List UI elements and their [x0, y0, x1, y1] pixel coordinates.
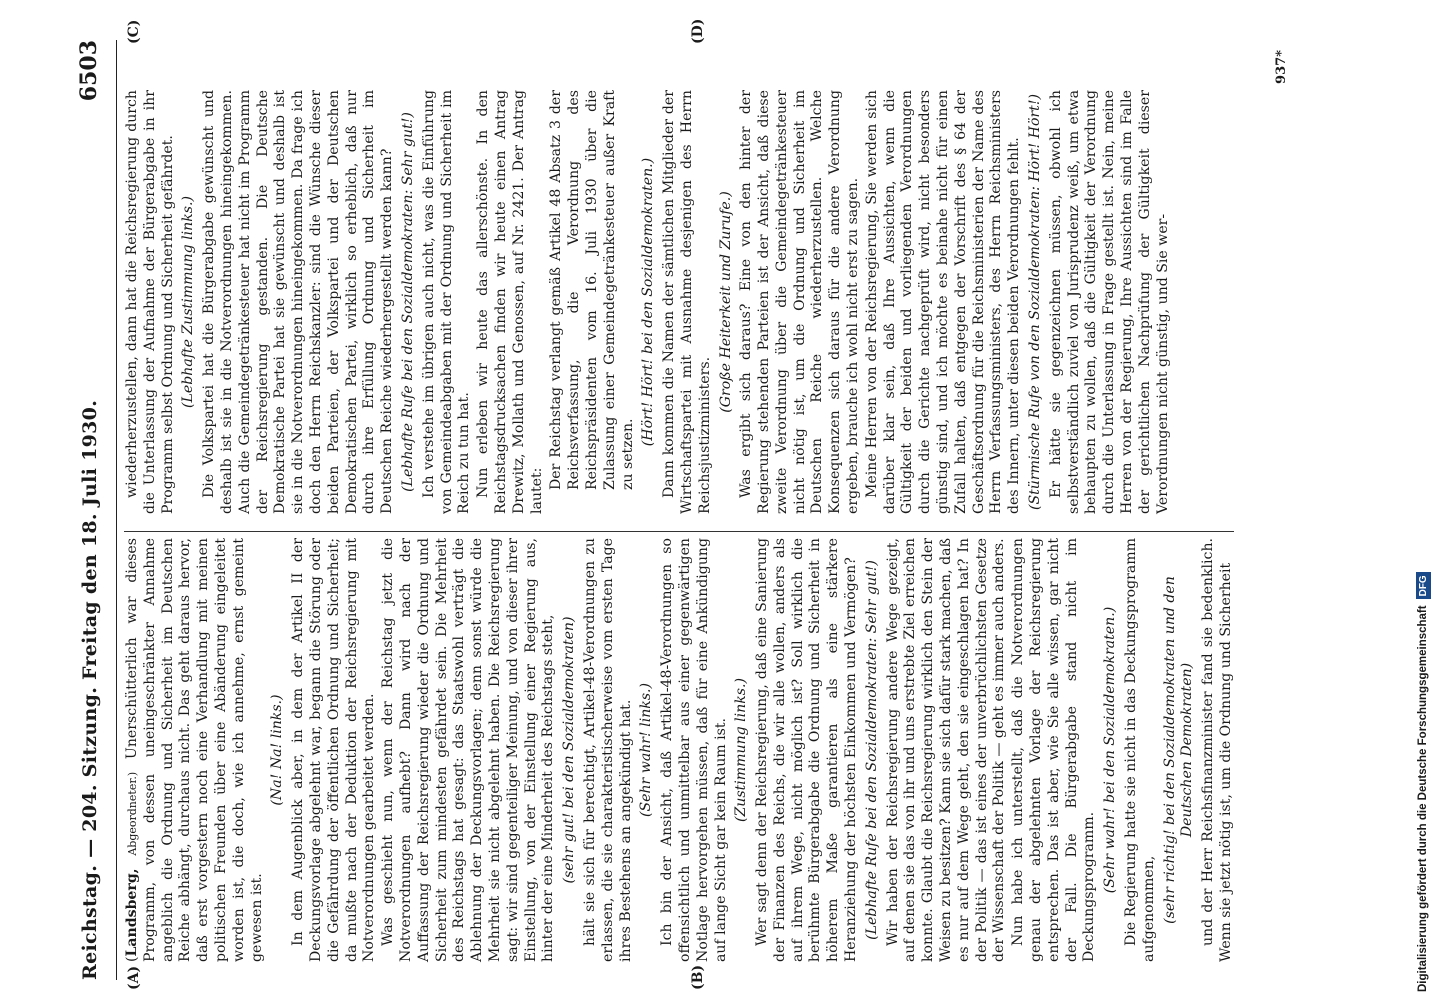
speech-paragraph: Ich verstehe im übrigen auch nicht, was die Einführung von Gemeindeabgaben mit der Ordnung und Sicherheit im Reich zu tun hat.	[420, 90, 473, 514]
stage-direction: (sehr richtig! bei den Sozialdemokraten und den Deutschen Demokraten)	[1161, 576, 1196, 924]
margin-mark-b: (B)	[690, 964, 706, 990]
page-number: 6503	[76, 40, 102, 102]
dfg-logo: DFG	[1416, 572, 1431, 599]
left-column	[124, 538, 1237, 962]
watermark-text: Digitalisierung gefördert durch die Deutsche Forschungsgemeinschaft	[1417, 605, 1429, 992]
speech-paragraph: Ich bin der Ansicht, daß Artikel-48-Verordnungen so offensichtlich und unmittelbar aus einer gegenwärtigen Notlage hervorgehen müssen, daß für eine Ankündigung auf lange Sicht gar kein Raum ist.	[659, 538, 729, 962]
speech-paragraph: In dem Augenblick aber, in dem der Artikel II der Deckungsvorlage abgelehnt war, begann die Störung oder die Gefährdung der öffentlichen Ordnung und Sicherheit; da mußte nach der Deduktion der Reichsregierung mit Notverordnungen gearbeitet werden.	[290, 538, 378, 962]
speaker-name: Landsberg,	[124, 868, 140, 957]
speech-paragraph: Meine Herren von der Reichsregierung, Sie werden sich darüber klar sein, daß Ihre Aussichten, wenn die Gültigkeit der beiden und vorliegenden Verordnungen durch die Gerichte nachgeprüft wird, nicht besonders günstig sind, und ich möchte es beinahe nicht für einen Zufall halten, daß entgegen der Vorschrift des § 64 der Geschäftsordnung für die Reichsministerien der Name des Herrn Verfassungsministers, des Herrn Reichsministers des Innern, unter diesen beiden Verordnungen fehlt.	[863, 90, 1023, 514]
stage-direction: (Stürmische Rufe von den Sozialdemokraten: Hört! Hört!)	[1027, 93, 1044, 511]
stage-direction: (Lebhafte Rufe bei den Sozialdemokraten: Sehr gut!)	[399, 112, 416, 492]
stage-direction: (Hört! Hört! bei den Sozialdemokraten.)	[640, 157, 657, 447]
stage-direction: (Na! Na! links.)	[269, 694, 286, 806]
speaker-paragraph: (Landsberg, Abgeordneter.) Unerschütterlich war dieses Programm, von dessen uneingeschränkter Annahme angeblich die Ordnung und Sicherheit im Deutschen Reiche abhängt, durchaus nicht. Das geht daraus hervor, daß erst vorgestern noch eine Verhandlung mit meinen politischen Freunden über eine Abänderung eingeleitet worden ist, die doch, wie ich annehme, ernst gemeint gewesen ist.	[124, 538, 265, 962]
running-title: Reichstag. — 204. Sitzung. Freitag den 18. Juli 1930.	[79, 399, 101, 980]
speech-paragraph: Wir haben der Reichsregierung andere Wege gezeigt, auf denen sie das von ihr und uns erstrebte Ziel erreichen konnte. Glaubt die Reichsregierung wirklich den Stein der Weisen zu besitzen? Kann sie sich dafür stark machen, daß es nur auf dem Wege geht, den sie eingeschlagen hat? In der Politik — das ist eines der unverbrüchlichsten Gesetze der Wissenschaft der Politik — geht es immer auch anders.	[884, 538, 1008, 962]
speech-paragraph: Was geschieht nun, wenn der Reichstag jetzt die Notverordnungen aufhebt? Dann wird nach der Auffassung der Reichsregierung wieder die Ordnung und Sicherheit zum mindesten gefährdet sein. Die Mehrheit des Reichstags hat gesagt: das Staatswohl verträgt die Ablehnung der Deckungsvorlagen; denn sonst würde die Mehrheit sie nicht abgelehnt haben. Die Reichsregierung sagt: wir sind gegenteiliger Meinung, und von dieser ihrer Einstellung, von der Einstellung einer Regierung aus, hinter der eine Minderheit des Reichstags steht,	[380, 538, 557, 962]
margin-mark-c: (C)	[126, 19, 142, 44]
speech-paragraph: wiederherzustellen, dann hat die Reichsregierung durch die Unterlassung der Aufnahme der Bürgerabgabe in ihr Programm selbst Ordnung und Sicherheit gefährdet.	[124, 90, 176, 514]
stage-direction: (Sehr wahr! bei den Sozialdemokraten.)	[1102, 606, 1119, 894]
stage-direction: (Lebhafte Rufe bei den Sozialdemokraten: Sehr gut!)	[863, 560, 880, 940]
speech-paragraph: und der Herr Reichsfinanzminister fand sie bedenklich. Wenn sie jetzt nötig ist, um die Ordnung und Sicherheit	[1200, 538, 1235, 962]
speech-paragraph: Nun erleben wir heute das allerschönste. In den Reichstagsdrucksachen finden wir heute einen Antrag Drewitz, Mollath und Genossen, auf Nr. 2421. Der Antrag lautet:	[475, 90, 545, 514]
speech-paragraph: Wer sagt denn der Reichsregierung, daß eine Sanierung der Finanzen des Reichs, die wir alle wollen, anders als auf ihrem Wege, nicht möglich ist? Soll wirklich die berühmte Bürgerabgabe die Ordnung und Sicherheit in höherem Maße garantieren als eine stärkere Heranziehung der höchsten Einkommen und Vermögen?	[754, 538, 860, 962]
speech-paragraph: hält sie sich für berechtigt, Artikel-48-Verordnungen zu erlassen, die sie charakteristischerweise vom ersten Tage ihres Bestehens an angekündigt hat.	[581, 538, 634, 962]
stage-direction: (sehr gut! bei den Sozialdemokraten)	[561, 616, 578, 884]
margin-mark-d: (D)	[690, 18, 706, 44]
speech-paragraph: Was ergibt sich daraus? Eine von den hinter der Regierung stehenden Parteien ist der Ansicht, daß diese zweite Verordnung über die Gemeindegetränkesteuer nicht nötig ist, um die Ordnung und Sicherheit im Deutschen Reiche wiederherzustellen. Welche Konsequenzen sich daraus für die andere Verordnung ergeben, brauche ich wohl nicht erst zu sagen.	[738, 90, 862, 514]
speaker-role: Abgeordneter.)	[126, 759, 139, 869]
speech-paragraph: Die Regierung hatte sie nicht in das Deckungsprogramm aufgenommen,	[1123, 538, 1157, 962]
stage-direction: (Lebhafte Zustimmung links.)	[180, 196, 197, 408]
stage-direction: (Sehr wahr! links.)	[638, 682, 655, 818]
column-divider	[124, 531, 1234, 532]
speech-paragraph: Nun habe ich unterstellt, daß die Notverordnungen genau der abgelehnten Vorlage der Reichsregierung entsprechen. Das ist aber, wie Sie alle wissen, gar nicht der Fall. Die Bürgerabgabe stand nicht im Deckungsprogramm.	[1010, 538, 1098, 962]
speech-paragraph: Dann kommen die Namen der sämtlichen Mitglieder der Wirtschaftspartei mit Ausnahme desjenigen des Herrn Reichsjustizministers.	[661, 90, 713, 514]
signature-mark: 937*	[1274, 50, 1289, 84]
speech-text: Unerschütterlich war dieses Programm, von dessen uneingeschränkter Annahme angeblich die Ordnung und Sicherheit im Deutschen Reiche abhängt, durchaus nicht. Das geht daraus hervor, daß erst vorgestern noch eine Verhandlung mit meinen politischen Freunden über eine Abänderung eingeleitet worden ist, die doch, wie ich annehme, ernst gemeint gewesen ist.	[124, 538, 265, 962]
right-column	[124, 90, 1173, 514]
stage-direction: (Zustimmung links.)	[733, 678, 750, 822]
speech-paragraph: Er hätte sie gegenzeichnen müssen, obwohl ich selbstverständlich zuviel von Jurisprudenz weiß, um etwa behaupten zu wollen, daß die Gültigkeit der Verordnung durch die Unterlassung in Frage gestellt ist. Nein, meine Herren von der Regierung, Ihre Aussichten sind im Falle der gerichtlichen Nachprüfung der Gültigkeit dieser Verordnungen nicht günstig, und Sie wer-	[1047, 90, 1171, 514]
page-header	[76, 40, 117, 980]
margin-mark-a: (A)	[126, 965, 142, 990]
quoted-motion: Der Reichstag verlangt gemäß Artikel 48 Absatz 3 der Reichsverfassung, die Verordnung des Reichspräsidenten vom 16. Juli 1930 über die Zulassung einer Gemeindegetränkesteuer außer Kraft zu setzen.	[548, 90, 636, 490]
speech-paragraph: Die Volkspartei hat die Bürgerabgabe gewünscht und deshalb ist sie in die Notverordnungen hineingekommen. Auch die Gemeindegetränkesteuer hat nicht im Programm der Reichsregierung gestanden. Die Deutsche Demokratische Partei hat sie gewünscht und deshalb ist sie in die Notverordnungen hineingekommen. Da frage ich doch den Herrn Reichskanzler: sind die Wünsche dieser beiden Parteien, der Volkspartei und der Deutschen Demokratischen Partei, wirklich so erheblich, daß nur durch ihre Erfüllung Ordnung und Sicherheit im Deutschen Reiche wiederhergestellt werden kann?	[201, 90, 396, 514]
dfg-watermark	[1412, 8, 1434, 992]
stage-direction: (Große Heiterkeit und Zurufe.)	[717, 191, 734, 413]
